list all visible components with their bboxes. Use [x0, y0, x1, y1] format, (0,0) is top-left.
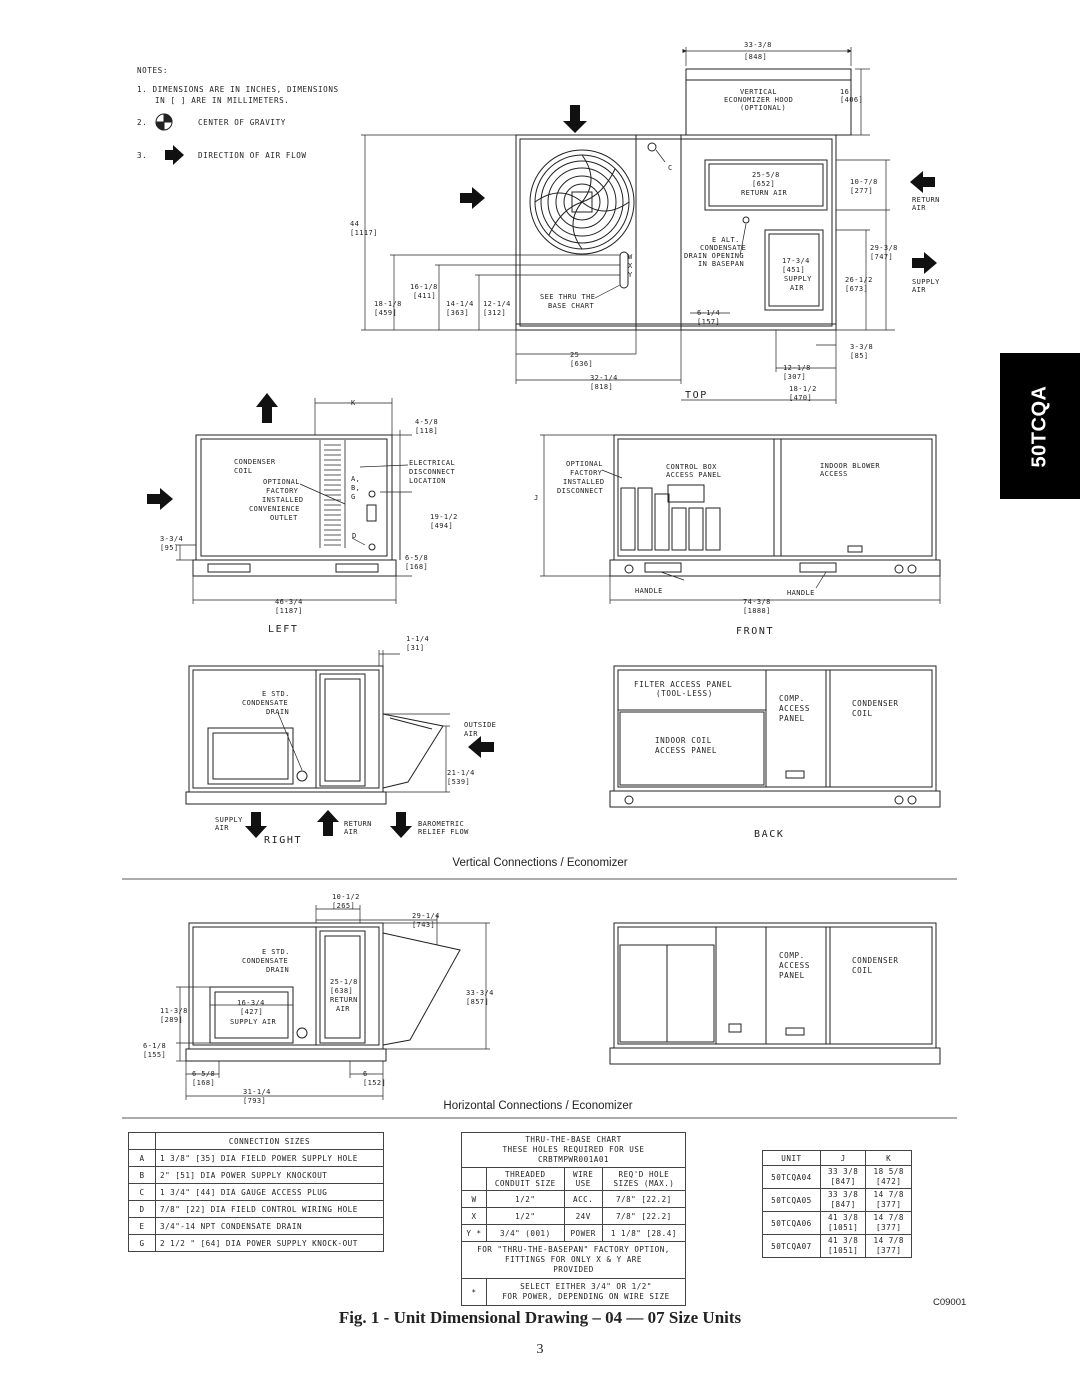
note-3: 3. [137, 151, 148, 160]
connection-header: CONNECTION SIZES [156, 1133, 384, 1150]
connection-corner-cell [129, 1133, 156, 1150]
svg-text:COIL: COIL [852, 709, 873, 718]
note-1b: IN [ ] ARE IN MILLIMETERS. [155, 96, 290, 105]
svg-text:11-3/8: 11-3/8 [160, 1007, 188, 1015]
svg-text:VERTICAL: VERTICAL [740, 88, 777, 96]
svg-text:CONDENSATE: CONDENSATE [700, 244, 747, 252]
svg-text:COMP.: COMP. [779, 951, 805, 960]
svg-text:PANEL: PANEL [779, 971, 805, 980]
svg-text:3-3/8: 3-3/8 [850, 343, 874, 351]
svg-text:OUTSIDE: OUTSIDE [464, 721, 497, 729]
table-row: 50TCQA04 33 3/8 [847] 18 5/8 [472] [763, 1166, 912, 1189]
table-row: Y * 3/4" (001) POWER 1 1/8" [28.4] [462, 1225, 686, 1242]
right-view-label: RIGHT [264, 835, 303, 846]
svg-text:LOCATION: LOCATION [409, 477, 446, 485]
svg-text:[406]: [406] [840, 96, 864, 104]
svg-text:[411]: [411] [413, 292, 437, 300]
drawing-code: C09001 [933, 1297, 967, 1308]
svg-text:DRAIN: DRAIN [266, 966, 290, 974]
svg-text:E ALT.: E ALT. [712, 236, 740, 244]
svg-text:[427]: [427] [240, 1008, 264, 1016]
svg-text:DISCONNECT: DISCONNECT [409, 468, 456, 476]
svg-text:74-3/8: 74-3/8 [743, 598, 771, 606]
section-2-caption: Horizontal Connections / Economizer [443, 1100, 633, 1112]
thru-title: THRU-THE-BASE CHART [525, 1135, 622, 1144]
svg-text:4-5/8: 4-5/8 [415, 418, 439, 426]
svg-text:16: 16 [840, 88, 850, 96]
svg-text:CONDENSER: CONDENSER [852, 699, 899, 708]
svg-text:(OPTIONAL): (OPTIONAL) [740, 104, 787, 112]
svg-text:SEE THRU THE: SEE THRU THE [540, 293, 596, 301]
svg-text:31-1/4: 31-1/4 [243, 1088, 271, 1096]
svg-text:[451]: [451] [782, 266, 806, 274]
svg-text:[168]: [168] [192, 1079, 216, 1087]
svg-text:18-1/2: 18-1/2 [789, 385, 817, 393]
svg-text:6-1/4: 6-1/4 [697, 309, 721, 317]
svg-text:CONDENSATE: CONDENSATE [242, 699, 289, 707]
svg-text:OUTLET: OUTLET [270, 514, 298, 522]
svg-text:X: X [628, 262, 633, 270]
left-view-label: LEFT [268, 624, 299, 635]
top-view [350, 41, 940, 404]
svg-text:46-3/4: 46-3/4 [275, 598, 303, 606]
svg-text:[857]: [857] [466, 998, 490, 1006]
svg-text:16-3/4: 16-3/4 [237, 999, 265, 1007]
svg-text:D: D [352, 532, 357, 540]
top-downflow-arrow-icon [563, 105, 587, 133]
svg-text:J: J [534, 494, 539, 502]
return-air-arrow-icon [910, 171, 935, 193]
front-view [534, 435, 940, 637]
svg-text:[459]: [459] [374, 309, 398, 317]
svg-text:3-3/4: 3-3/4 [160, 535, 184, 543]
airflow-arrow-icon [165, 145, 184, 165]
top-inflow-arrow-icon [460, 187, 485, 209]
note-2-text: CENTER OF GRAVITY [198, 118, 286, 127]
svg-text:CONDENSER: CONDENSER [234, 458, 276, 466]
svg-text:12-1/4: 12-1/4 [483, 300, 511, 308]
svg-text:[848]: [848] [744, 53, 768, 61]
svg-text:17-3/4: 17-3/4 [782, 257, 810, 265]
svg-text:[307]: [307] [783, 373, 807, 381]
svg-text:25: 25 [570, 351, 580, 359]
horizontal-back-view [610, 923, 940, 1064]
svg-text:[793]: [793] [243, 1097, 267, 1105]
svg-text:SUPPLY: SUPPLY [784, 275, 812, 283]
svg-text:[95]: [95] [160, 544, 179, 552]
table-row: B 2" [51] DIA POWER SUPPLY KNOCKOUT [129, 1167, 384, 1184]
svg-text:[157]: [157] [697, 318, 721, 326]
top-view-label: TOP [685, 390, 708, 401]
svg-text:ACCESS PANEL: ACCESS PANEL [655, 746, 718, 755]
unit-dimension-table: UNIT J K 50TCQA04 33 3/8 [847] 18 5/8 [472] 50TCQA05 33 3/8 [847] 14 7/8 [377] 50TCQA06 41 3/8 [1051] 14 7/8 [377] 50TCQA07 41 3/8 [1051] 14 7/8 [377] [762, 1150, 912, 1258]
svg-text:RETURN: RETURN [344, 820, 372, 828]
thru-part-number: CRBTMPWR001A01 [537, 1155, 609, 1164]
svg-text:(TOOL-LESS): (TOOL-LESS) [656, 689, 713, 698]
svg-text:AIR: AIR [912, 286, 926, 294]
svg-text:25-1/8: 25-1/8 [330, 978, 358, 986]
svg-text:[155]: [155] [143, 1051, 167, 1059]
table-row: 50TCQA06 41 3/8 [1051] 14 7/8 [377] [763, 1212, 912, 1235]
svg-text:RETURN: RETURN [330, 996, 358, 1004]
svg-text:[494]: [494] [430, 522, 454, 530]
table-row: G 2 1/2 " [64] DIA POWER SUPPLY KNOCK-OUT [129, 1235, 384, 1252]
svg-text:IN BASEPAN: IN BASEPAN [698, 260, 745, 268]
svg-text:ECONOMIZER HOOD: ECONOMIZER HOOD [724, 96, 794, 104]
svg-text:ACCESS: ACCESS [779, 704, 811, 713]
svg-text:[636]: [636] [570, 360, 594, 368]
notes-block [137, 66, 339, 160]
svg-text:1-1/4: 1-1/4 [406, 635, 430, 643]
svg-text:10-1/2: 10-1/2 [332, 893, 360, 901]
svg-text:[85]: [85] [850, 352, 869, 360]
svg-text:32-1/4: 32-1/4 [590, 374, 618, 382]
svg-text:INSTALLED: INSTALLED [262, 496, 304, 504]
svg-text:29-3/8: 29-3/8 [870, 244, 898, 252]
svg-text:[818]: [818] [590, 383, 614, 391]
svg-text:FILTER ACCESS PANEL: FILTER ACCESS PANEL [634, 680, 733, 689]
svg-text:[1187]: [1187] [275, 607, 303, 615]
svg-text:W: W [628, 253, 633, 261]
svg-text:29-1/4: 29-1/4 [412, 912, 440, 920]
table-row: 50TCQA07 41 3/8 [1051] 14 7/8 [377] [763, 1235, 912, 1258]
svg-text:33-3/8: 33-3/8 [744, 41, 772, 49]
svg-text:[168]: [168] [405, 563, 429, 571]
section-1-caption: Vertical Connections / Economizer [452, 857, 628, 869]
svg-text:CONDENSER: CONDENSER [852, 956, 899, 965]
svg-text:AIR: AIR [336, 1005, 350, 1013]
svg-text:BAROMETRIC: BAROMETRIC [418, 820, 465, 828]
svg-text:AIR: AIR [344, 828, 358, 836]
svg-text:RETURN AIR: RETURN AIR [741, 189, 788, 197]
back-view-label: BACK [754, 829, 785, 840]
svg-text:AIR: AIR [790, 284, 804, 292]
svg-text:[1117]: [1117] [350, 229, 378, 237]
svg-text:Y: Y [628, 271, 633, 279]
table-row: 50TCQA05 33 3/8 [847] 14 7/8 [377] [763, 1189, 912, 1212]
svg-text:COMP.: COMP. [779, 694, 805, 703]
svg-text:[152]: [152] [363, 1079, 387, 1087]
svg-text:[673]: [673] [845, 285, 869, 293]
svg-text:AIR: AIR [912, 204, 926, 212]
svg-text:B,: B, [351, 484, 361, 492]
notes-title: NOTES: [137, 66, 169, 75]
svg-text:COIL: COIL [234, 467, 253, 475]
svg-text:[289]: [289] [160, 1016, 184, 1024]
svg-text:FACTORY: FACTORY [266, 487, 299, 495]
svg-text:INDOOR BLOWER: INDOOR BLOWER [820, 462, 880, 470]
svg-text:26-1/2: 26-1/2 [845, 276, 873, 284]
svg-text:INDOOR COIL: INDOOR COIL [655, 736, 712, 745]
page-number: 3 [536, 1342, 544, 1357]
svg-text:A,: A, [351, 475, 361, 483]
svg-text:18-1/8: 18-1/8 [374, 300, 402, 308]
svg-text:COIL: COIL [852, 966, 873, 975]
svg-text:CONTROL BOX: CONTROL BOX [666, 463, 717, 471]
table-row: D 7/8" [22] DIA FIELD CONTROL WIRING HOLE [129, 1201, 384, 1218]
left-view [160, 398, 458, 635]
table-row: X 1/2" 24V 7/8" [22.2] [462, 1208, 686, 1225]
svg-text:DRAIN: DRAIN [266, 708, 290, 716]
svg-text:ACCESS: ACCESS [779, 961, 811, 970]
svg-text:RETURN: RETURN [912, 196, 940, 204]
svg-text:6: 6 [363, 1070, 368, 1078]
svg-text:[747]: [747] [870, 253, 894, 261]
thru-the-base-table: THRU-THE-BASE CHART THESE HOLES REQUIRED FOR USE CRBTMPWR001A01 THREADED CONDUIT SIZE WIRE USE REQ'D HOLE SIZES (MAX.) W 1/2" ACC. 7/8" [22.2] X 1/2" 24V 7/8" [22.2] Y * 3/4" (001) POWER 1 1/8" [28.4] FOR "THRU-THE-BASEPAN" FACTORY OPTION, FITTINGS FOR ONLY X & Y ARE PROVIDED * SELECT EITHER 3/4" OR 1/2" FOR POWER, DEPENDING ON WIRE SIZE [461, 1132, 686, 1306]
svg-text:HANDLE: HANDLE [635, 587, 663, 595]
figure-caption: Fig. 1 - Unit Dimensional Drawing – 04 — 07 Size Units [338, 1308, 742, 1327]
svg-text:[31]: [31] [406, 644, 425, 652]
front-view-label: FRONT [736, 626, 775, 637]
svg-text:6-1/8: 6-1/8 [143, 1042, 167, 1050]
svg-text:SUPPLY: SUPPLY [912, 278, 940, 286]
note-3-text: DIRECTION OF AIR FLOW [198, 151, 307, 160]
right-return-arrow-icon [317, 810, 339, 836]
back-view [610, 666, 940, 840]
svg-text:[638]: [638] [330, 987, 354, 995]
svg-text:[652]: [652] [752, 180, 776, 188]
right-view [186, 635, 496, 846]
svg-text:[470]: [470] [789, 394, 813, 402]
svg-text:[743]: [743] [412, 921, 436, 929]
supply-air-arrow-icon [912, 252, 937, 274]
svg-text:ELECTRICAL: ELECTRICAL [409, 459, 456, 467]
right-outside-air-arrow-icon [468, 736, 494, 758]
svg-text:[118]: [118] [415, 427, 439, 435]
svg-text:6-5/8: 6-5/8 [405, 554, 429, 562]
svg-text:RELIEF FLOW: RELIEF FLOW [418, 828, 469, 836]
svg-text:ACCESS PANEL: ACCESS PANEL [666, 471, 722, 479]
svg-text:10-7/8: 10-7/8 [850, 178, 878, 186]
note-2: 2. [137, 118, 148, 127]
thru-subtitle: THESE HOLES REQUIRED FOR USE [502, 1145, 645, 1154]
svg-text:PANEL: PANEL [779, 714, 805, 723]
svg-text:C: C [668, 164, 673, 172]
svg-text:[363]: [363] [446, 309, 470, 317]
table-row: C 1 3/4" [44] DIA GAUGE ACCESS PLUG [129, 1184, 384, 1201]
svg-text:DRAIN OPENING: DRAIN OPENING [684, 252, 744, 260]
svg-text:E STD.: E STD. [262, 948, 290, 956]
svg-text:[265]: [265] [332, 902, 356, 910]
table-row: E 3/4"-14 NPT CONDENSATE DRAIN [129, 1218, 384, 1235]
svg-text:44: 44 [350, 220, 360, 228]
table-row: A 1 3/8" [35] DIA FIELD POWER SUPPLY HOLE [129, 1150, 384, 1167]
svg-text:SUPPLY AIR: SUPPLY AIR [230, 1018, 277, 1026]
thru-corner-cell [462, 1168, 487, 1191]
svg-text:16-1/8: 16-1/8 [410, 283, 438, 291]
svg-text:6-5/8: 6-5/8 [192, 1070, 216, 1078]
svg-text:SUPPLY: SUPPLY [215, 816, 243, 824]
note-1a: 1. DIMENSIONS ARE IN INCHES, DIMENSIONS [137, 85, 339, 94]
svg-text:[277]: [277] [850, 187, 874, 195]
svg-text:12-1/8: 12-1/8 [783, 364, 811, 372]
left-upflow-arrow-icon [256, 393, 278, 423]
svg-text:14-1/4: 14-1/4 [446, 300, 474, 308]
svg-text:[539]: [539] [447, 778, 471, 786]
side-tab-label: 50TCQA [1028, 385, 1051, 467]
svg-text:19-1/2: 19-1/2 [430, 513, 458, 521]
svg-text:AIR: AIR [215, 824, 229, 832]
horizontal-right-view [143, 893, 494, 1105]
svg-text:DISCONNECT: DISCONNECT [557, 487, 604, 495]
svg-text:AIR: AIR [464, 730, 478, 738]
svg-text:K: K [351, 399, 356, 407]
svg-text:OPTIONAL: OPTIONAL [263, 478, 300, 486]
connection-sizes-table [128, 1132, 384, 1252]
svg-text:FACTORY: FACTORY [570, 469, 603, 477]
right-relief-arrow-icon [390, 812, 412, 838]
svg-text:ACCESS: ACCESS [820, 470, 848, 478]
svg-text:25-5/8: 25-5/8 [752, 171, 780, 179]
center-of-gravity-icon [156, 114, 172, 130]
svg-text:HANDLE: HANDLE [787, 589, 815, 597]
svg-text:21-1/4: 21-1/4 [447, 769, 475, 777]
table-row: W 1/2" ACC. 7/8" [22.2] [462, 1191, 686, 1208]
svg-text:CONDENSATE: CONDENSATE [242, 957, 289, 965]
svg-text:33-3/4: 33-3/4 [466, 989, 494, 997]
svg-text:CONVENIENCE: CONVENIENCE [249, 505, 300, 513]
svg-text:[312]: [312] [483, 309, 507, 317]
svg-text:BASE CHART: BASE CHART [548, 302, 595, 310]
svg-text:G: G [351, 493, 356, 501]
svg-text:[1888]: [1888] [743, 607, 771, 615]
svg-text:OPTIONAL: OPTIONAL [566, 460, 603, 468]
svg-text:INSTALLED: INSTALLED [563, 478, 605, 486]
left-inflow-arrow-icon [147, 488, 173, 510]
svg-text:E STD.: E STD. [262, 690, 290, 698]
